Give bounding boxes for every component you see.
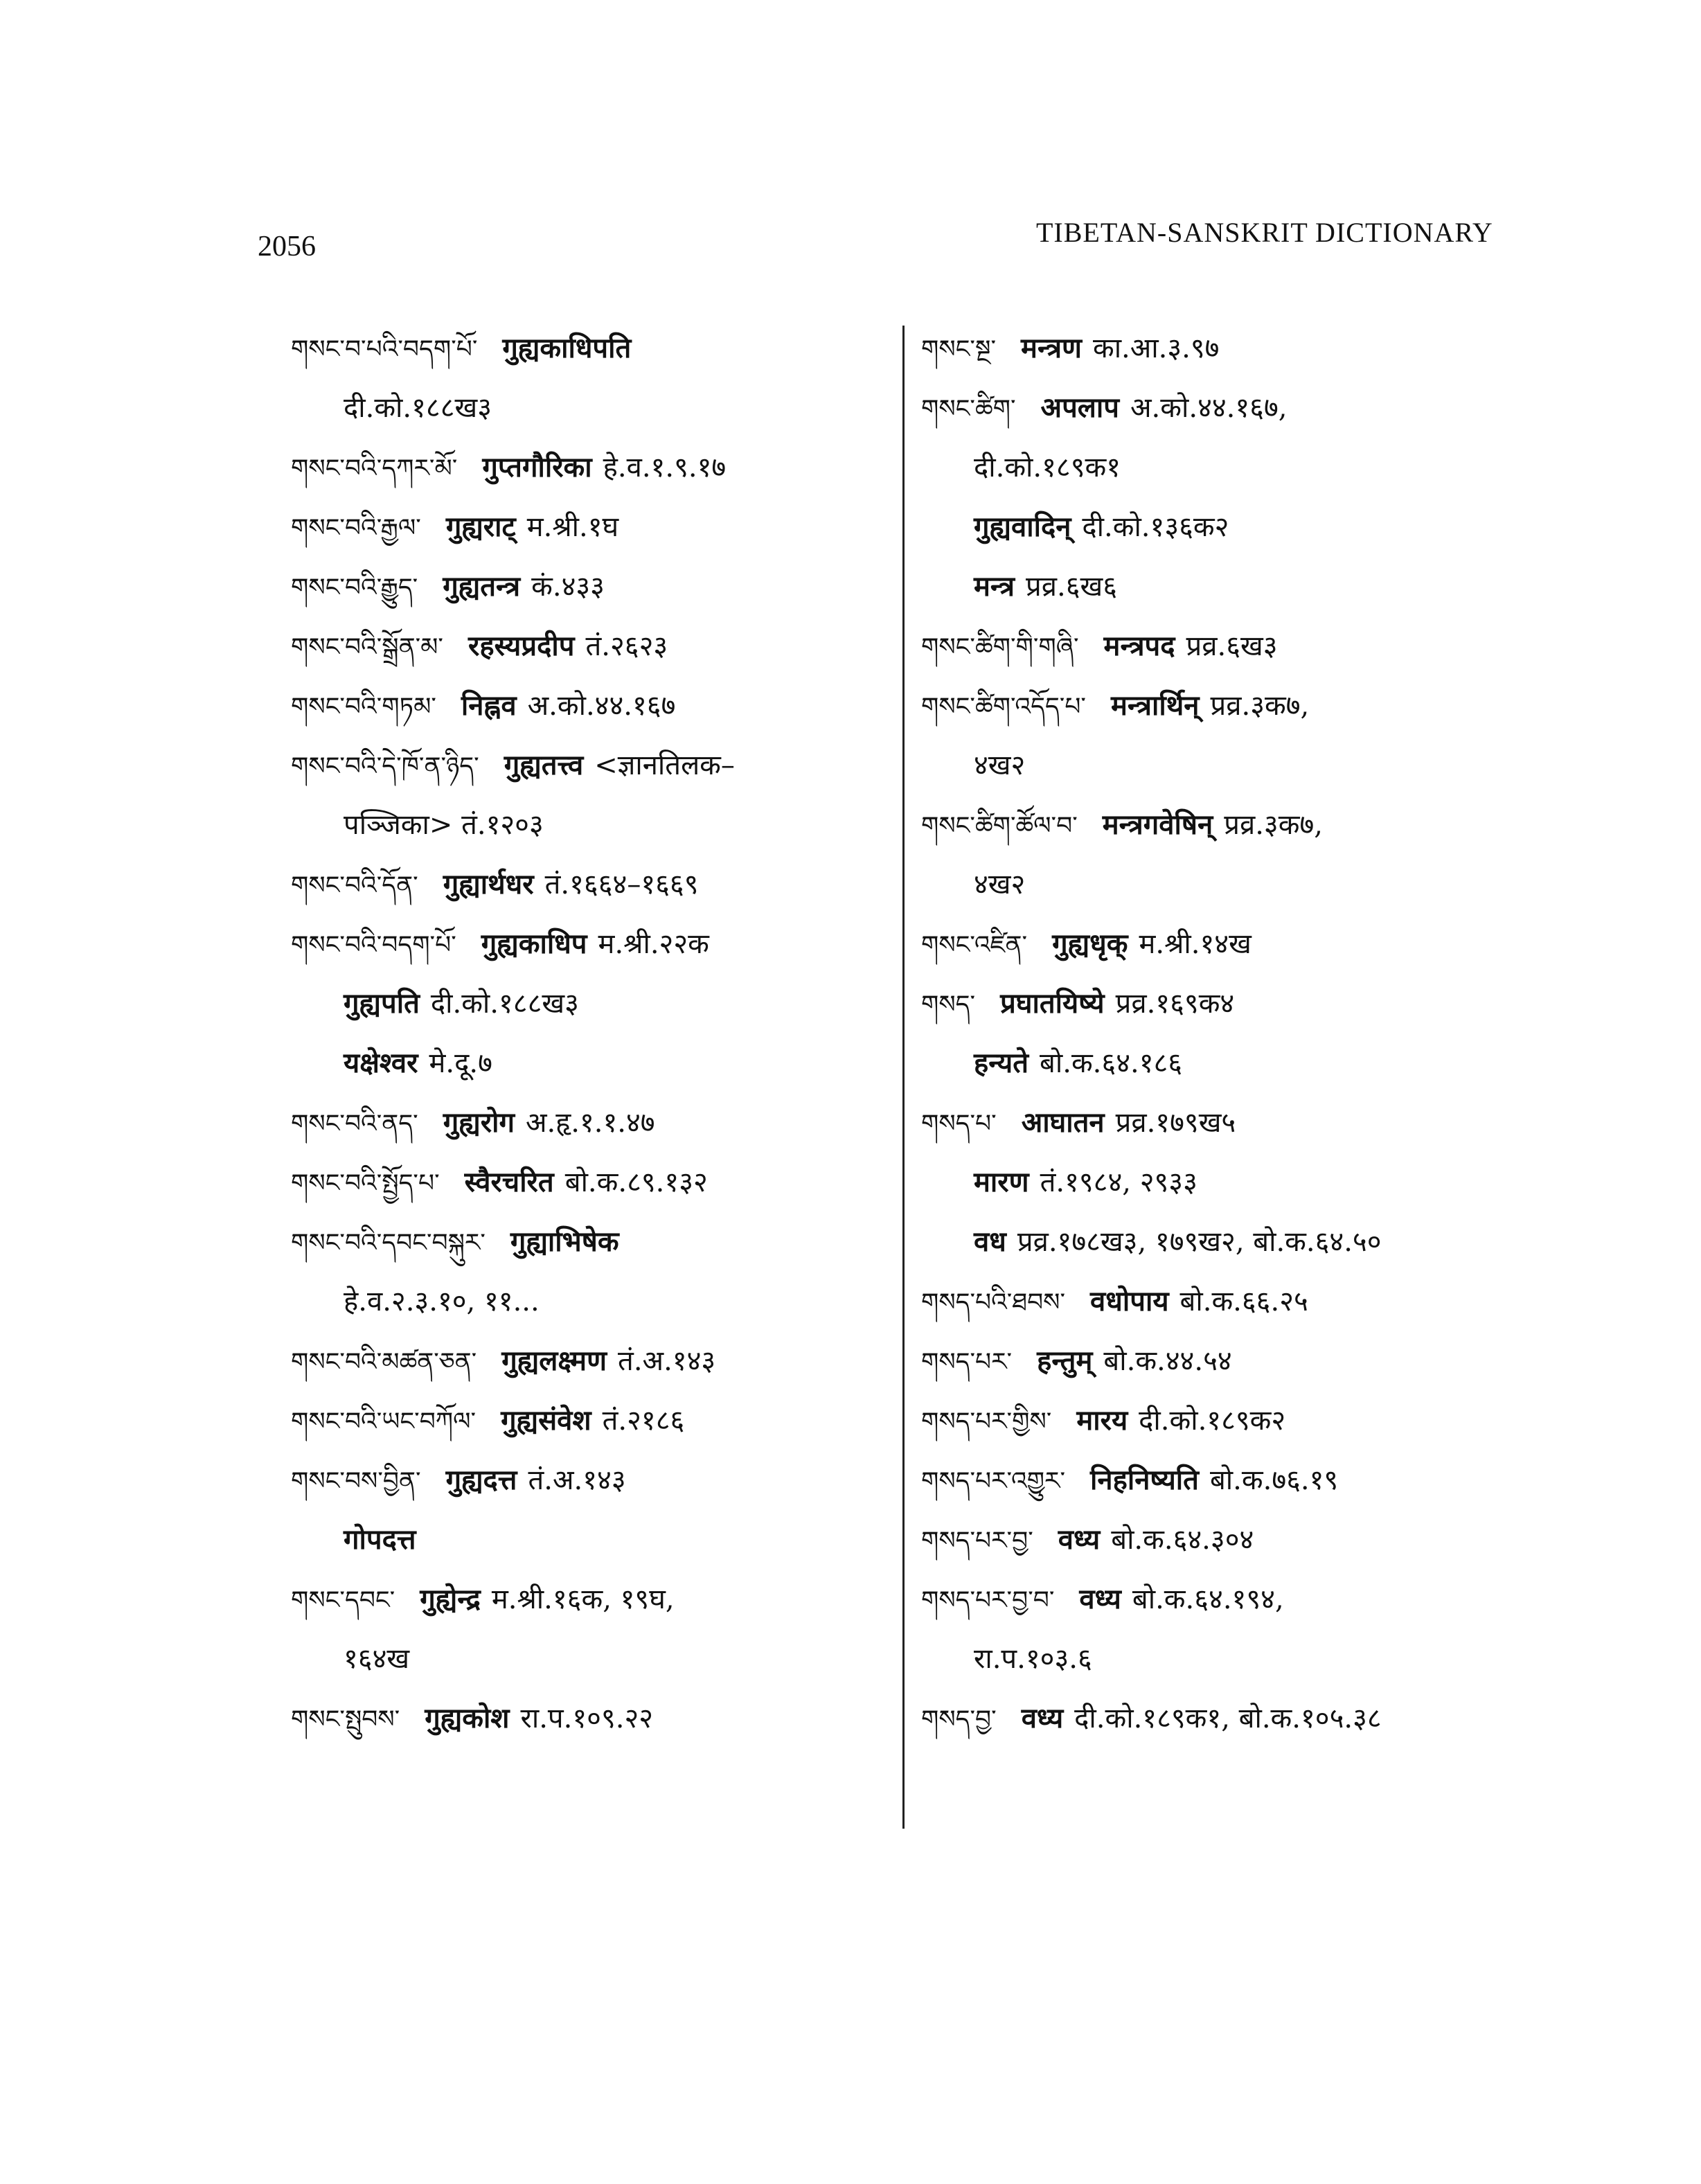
sanskrit-equivalent: गुह्यराट्: [445, 511, 516, 543]
sanskrit-equivalent: गुह्यलक्ष्मण: [501, 1344, 607, 1377]
sanskrit-equivalent: मन्त्रगवेषिन्: [1102, 808, 1213, 841]
sanskrit-equivalent: यक्षेश्वर: [344, 1047, 418, 1079]
dictionary-entry: [921, 378, 1531, 438]
dictionary-entry: [921, 438, 1531, 497]
dictionary-entry: [921, 557, 1531, 616]
source-reference: म.श्री.१६क, १९घ,: [491, 1583, 675, 1615]
dictionary-entry: [291, 1570, 900, 1629]
source-reference: कं.४३३: [531, 571, 605, 603]
source-reference: बो.क.६६.२५: [1179, 1286, 1308, 1317]
dictionary-entry: [291, 1272, 900, 1331]
tibetan-headword: གསད་: [921, 991, 976, 1019]
source-reference: प्रव्र.६ख६: [1026, 571, 1118, 603]
source-reference: दी.को.१३६क२: [1082, 511, 1229, 543]
sanskrit-equivalent: निह्नव: [461, 689, 517, 722]
tibetan-headword: གསང་སྔ་: [921, 335, 997, 364]
dictionary-entry: [291, 736, 900, 795]
tibetan-headword: གསང་བའི་ནད་: [291, 1110, 418, 1138]
source-reference: बो.क.६४.१८६: [1040, 1047, 1183, 1079]
tibetan-headword: གསད་པར་འགྱུར་: [921, 1467, 1066, 1495]
sanskrit-equivalent: स्वैरचरित: [464, 1166, 554, 1198]
source-reference: बो.क.४४.५४: [1103, 1345, 1232, 1377]
tibetan-headword: གསང་བའི་དེ་ཁོ་ན་ཉིད་: [291, 752, 479, 781]
tibetan-headword: གསང་ཚིག་གི་གཞི་: [921, 633, 1079, 662]
source-reference: तं.२६२३: [585, 630, 668, 662]
tibetan-headword: གསང་བའི་དབང་བསྐུར་: [291, 1229, 486, 1257]
sanskrit-equivalent: गुह्यधृक्: [1052, 927, 1128, 960]
source-reference: दी.को.१८९क१, बो.क.१०५.३८: [1074, 1703, 1382, 1734]
sanskrit-equivalent: वध: [974, 1225, 1006, 1258]
dictionary-entry: [291, 1093, 900, 1153]
tibetan-headword: གསད་པར་བྱ་བ་: [921, 1586, 1055, 1615]
dictionary-entry: [921, 974, 1531, 1033]
source-reference: म.श्री.१४ख: [1139, 928, 1252, 960]
sanskrit-equivalent: निहनिष्यति: [1090, 1464, 1199, 1496]
sanskrit-equivalent: गुह्यार्थधर: [443, 868, 534, 900]
sanskrit-equivalent: रहस्यप्रदीप: [468, 630, 575, 662]
sanskrit-equivalent: गुह्यपति: [344, 987, 420, 1020]
tibetan-headword: གསང་བའི་གཏམ་: [291, 693, 436, 721]
tibetan-headword: གསང་བ་པའི་བདག་པོ་: [291, 335, 478, 364]
sanskrit-equivalent: वध्य: [1079, 1583, 1121, 1615]
dictionary-entry: [921, 1272, 1531, 1331]
dictionary-entry: [291, 1391, 900, 1450]
dictionary-entry: [921, 855, 1531, 914]
tibetan-headword: གསང་བས་བྱིན་: [291, 1467, 421, 1495]
tibetan-headword: གསང་བའི་སྒྲོན་མ་: [291, 633, 443, 662]
source-reference: पञ्जिका> तं.१२०३: [344, 809, 544, 841]
source-reference: मे.दू.७: [429, 1047, 492, 1079]
dictionary-entry: [921, 1510, 1531, 1570]
source-reference: तं.अ.१४३: [618, 1345, 716, 1377]
sanskrit-equivalent: मारण: [974, 1166, 1029, 1198]
dictionary-entry: [291, 1212, 900, 1272]
source-reference: हे.व.१.९.१७: [603, 452, 727, 483]
sanskrit-equivalent: गुह्यवादिन्: [974, 511, 1071, 543]
source-reference: ४ख२: [974, 869, 1026, 900]
dictionary-entry: [291, 616, 900, 676]
sanskrit-equivalent: गुह्यतन्त्र: [443, 570, 521, 603]
source-reference: अ.हृ.१.१.४७: [525, 1107, 655, 1139]
dictionary-entry: [921, 1093, 1531, 1153]
source-reference: तं.१६६४–१६६९: [544, 869, 699, 900]
source-reference: तं.अ.१४३: [528, 1464, 626, 1496]
dictionary-entry: [291, 1331, 900, 1391]
sanskrit-equivalent: मन्त्र: [974, 570, 1015, 603]
dictionary-entry: [291, 1629, 900, 1689]
tibetan-headword: གསང་བའི་དོན་: [291, 871, 418, 900]
dictionary-entry: [291, 1153, 900, 1212]
source-reference: बो.क.७६.१९: [1209, 1464, 1339, 1496]
source-reference: म.श्री.२२क: [598, 928, 709, 960]
source-reference: दी.को.१८९क१: [974, 452, 1121, 483]
sanskrit-equivalent: गुह्यकाधिप: [481, 927, 587, 960]
dictionary-entry: [921, 1391, 1531, 1450]
dictionary-entry: [291, 795, 900, 855]
source-reference: दी.को.१८८ख३: [344, 392, 492, 424]
dictionary-entry: [921, 616, 1531, 676]
tibetan-headword: གསང་བའི་མཚན་ཅན་: [291, 1348, 477, 1376]
source-reference: तं.१९८४, २९३३: [1040, 1166, 1197, 1198]
sanskrit-equivalent: हन्तुम्: [1037, 1344, 1093, 1377]
sanskrit-equivalent: मन्त्रपद: [1103, 630, 1175, 662]
source-reference: प्रव्र.३क७,: [1224, 809, 1323, 841]
source-reference: प्रव्र.१७९ख५: [1115, 1107, 1236, 1139]
tibetan-headword: གསང་བའི་རྒྱལ་: [291, 514, 421, 542]
sanskrit-equivalent: आघातन: [1021, 1106, 1105, 1139]
dictionary-entry: [291, 974, 900, 1033]
dictionary-entry: [291, 1689, 900, 1748]
dictionary-entry: [921, 1153, 1531, 1212]
dictionary-entry: [921, 914, 1531, 974]
dictionary-entry: [921, 1450, 1531, 1510]
source-reference: बो.क.६४.३०४: [1111, 1524, 1254, 1556]
tibetan-headword: གསང་སྤུབས་: [291, 1705, 400, 1734]
sanskrit-equivalent: गुह्यरोग: [443, 1106, 515, 1139]
source-reference: रा.प.१०९.२२: [520, 1703, 654, 1734]
source-reference: रा.प.१०३.६: [974, 1643, 1092, 1675]
source-reference: तं.२१८६: [602, 1405, 685, 1437]
tibetan-headword: གསད་པར་བྱ་: [921, 1527, 1033, 1555]
sanskrit-equivalent: वधोपाय: [1090, 1285, 1169, 1317]
source-reference: बो.क.८९.१३२: [564, 1166, 708, 1198]
dictionary-entry: [291, 319, 900, 378]
dictionary-entry: [921, 497, 1531, 557]
dictionary-entry: [291, 497, 900, 557]
tibetan-headword: གསང་ཚིག་འདོད་པ་: [921, 693, 1086, 721]
dictionary-entry: [921, 1689, 1531, 1748]
dictionary-entry: [291, 914, 900, 974]
source-reference: अ.को.४४.१६७: [527, 690, 676, 722]
tibetan-headword: གསད་པའི་ཐབས་: [921, 1288, 1066, 1317]
right-column: [921, 319, 1531, 1748]
sanskrit-equivalent: गुह्यदत्त: [445, 1464, 517, 1496]
source-reference: दी.को.१८८ख३: [430, 988, 579, 1020]
source-reference: दी.को.१८९क२: [1139, 1405, 1286, 1437]
column-divider: [902, 326, 905, 1829]
dictionary-entry: [921, 1212, 1531, 1272]
sanskrit-equivalent: गुह्यकोश: [425, 1702, 510, 1734]
sanskrit-equivalent: गुह्येन्द्र: [420, 1583, 481, 1615]
running-head: TIBETAN-SANSKRIT DICTIONARY: [1036, 217, 1493, 248]
source-reference: का.आ.३.९७: [1092, 332, 1220, 364]
tibetan-headword: གསད་པར་: [921, 1348, 1013, 1376]
dictionary-entry: [291, 557, 900, 616]
source-reference: १६४ख: [344, 1643, 410, 1675]
dictionary-entry: [921, 1629, 1531, 1689]
tibetan-headword: གསང་ཚིག་: [921, 395, 1016, 423]
dictionary-entry: [291, 1450, 900, 1510]
source-reference: प्रव्र.३क७,: [1210, 690, 1310, 722]
sanskrit-equivalent: अपलाप: [1040, 391, 1119, 424]
sanskrit-equivalent: गोपदत्त: [344, 1523, 416, 1556]
dictionary-entry: [291, 676, 900, 736]
tibetan-headword: གསང་ཚིག་ཚོལ་བ་: [921, 812, 1078, 840]
sanskrit-equivalent: गुह्यतत्त्व: [504, 749, 584, 781]
sanskrit-equivalent: वध्य: [1021, 1702, 1064, 1734]
tibetan-headword: གསང་འཛིན་: [921, 931, 1028, 959]
dictionary-entry: [921, 319, 1531, 378]
dictionary-entry: [921, 736, 1531, 795]
dictionary-entry: [291, 855, 900, 914]
dictionary-entry: [921, 795, 1531, 855]
sanskrit-equivalent: गुह्यकाधिपति: [502, 332, 632, 364]
source-reference: अ.को.४४.१६७,: [1130, 392, 1288, 424]
left-column: [291, 319, 900, 1748]
dictionary-entry: [921, 1570, 1531, 1629]
dictionary-entry: [291, 378, 900, 438]
tibetan-headword: གསང་དབང་: [291, 1586, 395, 1615]
sanskrit-equivalent: मारय: [1076, 1404, 1128, 1437]
tibetan-headword: གསད་བྱ་: [921, 1705, 997, 1734]
sanskrit-equivalent: वध्य: [1058, 1523, 1101, 1556]
dictionary-entry: [921, 1033, 1531, 1093]
tibetan-headword: གསང་བའི་དཀར་མོ་: [291, 454, 458, 483]
page-number: 2056: [258, 231, 316, 263]
source-reference: ४ख२: [974, 749, 1026, 781]
source-reference: बो.क.६४.१९४,: [1132, 1583, 1284, 1615]
source-reference: प्रव्र.६ख३: [1186, 630, 1278, 662]
source-reference: प्रव्र.१६९क४: [1115, 988, 1235, 1020]
sanskrit-equivalent: प्रघातयिष्ये: [1000, 987, 1105, 1020]
tibetan-headword: གསད་པར་གྱིས་: [921, 1408, 1052, 1436]
sanskrit-equivalent: मन्त्रार्थिन्: [1111, 689, 1200, 722]
tibetan-headword: གསང་བའི་བདག་པོ་: [291, 931, 456, 959]
sanskrit-equivalent: गुप्तगौरिका: [482, 451, 592, 483]
source-reference: म.श्री.१घ: [526, 511, 619, 543]
dictionary-entry: [291, 1033, 900, 1093]
sanskrit-equivalent: मन्त्रण: [1021, 332, 1082, 364]
sanskrit-equivalent: गुह्यसंवेश: [501, 1404, 591, 1437]
source-reference: <ज्ञानतिलक–: [594, 749, 735, 781]
dictionary-entry: [291, 1510, 900, 1570]
source-reference: प्रव्र.१७८ख३, १७९ख२, बो.क.६४.५०: [1017, 1226, 1382, 1258]
source-reference: हे.व.२.३.१०, ११...: [344, 1286, 540, 1317]
tibetan-headword: གསང་བའི་ཡང་བཀོལ་: [291, 1408, 477, 1436]
sanskrit-equivalent: हन्यते: [974, 1047, 1029, 1079]
tibetan-headword: གསང་བའི་རྒྱུད་: [291, 574, 418, 602]
dictionary-entry: [921, 1331, 1531, 1391]
dictionary-entry: [291, 438, 900, 497]
tibetan-headword: གསང་བའི་སྤྱོད་པ་: [291, 1169, 440, 1198]
sanskrit-equivalent: गुह्याभिषेक: [510, 1225, 619, 1258]
dictionary-entry: [921, 676, 1531, 736]
tibetan-headword: གསད་པ་: [921, 1110, 997, 1138]
